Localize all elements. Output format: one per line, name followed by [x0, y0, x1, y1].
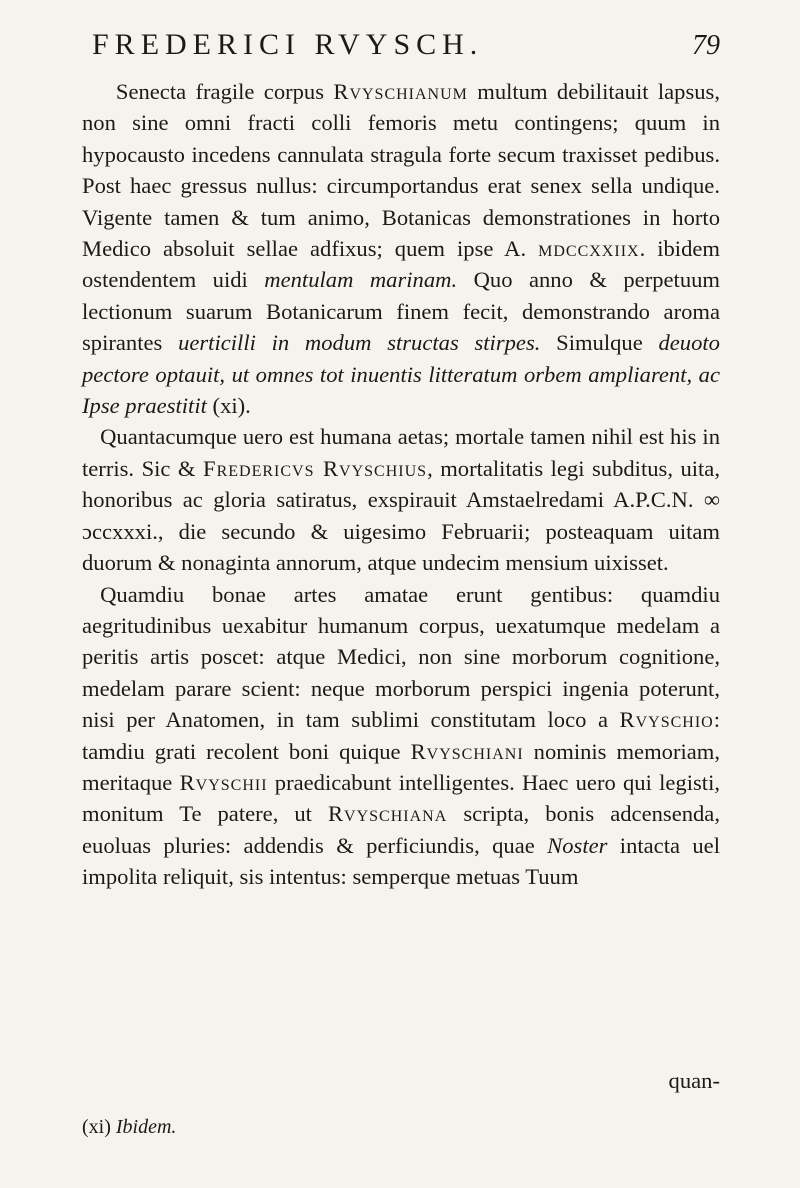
small-caps-name: Rvyschii	[179, 769, 268, 795]
small-caps-name: Fredericvs Rvyschius	[203, 455, 428, 481]
text-run: scripta, bonis adcensenda, euoluas pluries: addendis & perficiundis, quae	[82, 801, 720, 858]
small-caps-name: Rvyschiani	[410, 738, 524, 764]
small-caps-name: Rvyschiana	[327, 801, 448, 827]
text-run: Senecta fragile corpus	[115, 79, 334, 104]
text-run: praedicabunt intelligentes. Haec uero qui legisti, monitum Te patere, ut	[82, 769, 720, 827]
catchword: quan-	[668, 1068, 720, 1093]
text-run: , mortalitatis legi subditus, uita, honoribus ac gloria satiratus, exspirauit Amstaelredami A.P.C.N. ∞ ɔccxxxi., die secundo & uigesimo Februarii; posteaquam uitam duorum & nonaginta annorum, atque undecim mensium uixisset.	[82, 455, 720, 576]
footnote	[82, 1116, 176, 1139]
paragraph	[82, 579, 720, 893]
text-run: Quantacumque uero est humana aetas; mortale tamen nihil est his in terris. Sic &	[82, 424, 720, 481]
italic-phrase: mentulam marinam.	[264, 267, 458, 293]
text-run: Simulque	[540, 330, 659, 356]
text-run: : tamdiu grati recolent boni quique	[82, 707, 720, 764]
text-run: Quamdiu bonae artes amatae erunt gentibus: quamdiu aegritudinibus uexabitur humanum corpus, uexatumque medelam a peritis artis poscet: atque Medici, non sine morborum cognitione, medelam parare scient: neque morborum perspici ingenia poterunt, nisi per Anatomen, in tam sublimi constitutam loco a	[82, 581, 720, 733]
small-caps-name: mdccxxiix	[538, 236, 640, 262]
running-head	[92, 28, 720, 62]
footnote-mark: (xi)	[82, 1116, 111, 1138]
italic-phrase: deuoto pectore optauit, ut omnes tot inuentis litteratum orbem ampliarent, ac Ipse praestitit	[82, 330, 720, 419]
paragraph	[82, 76, 720, 421]
text-run: . ibidem ostendentem uidi	[82, 236, 720, 293]
paragraph	[82, 421, 720, 578]
text-run: Quo anno & perpetuum lectionum suarum Botanicarum finem fecit, demonstrando aroma spirantes	[82, 267, 721, 356]
page-number: 79	[692, 30, 720, 61]
text-run: intacta uel impolita reliquit, sis intentus: semperque metuas Tuum	[82, 832, 720, 890]
text-run: multum debilitauit lapsus, non sine omni fracti colli femoris metu contingens; quum in hypocausto incedens cannulata stragula forte secum traxisset pedibus. Post haec gressus nullus: circumportandus erat senex sella undique. Vigente tamen & tum animo, Botanicas demonstrationes in horto Medico absoluit sellae adfixus; quem ipse A.	[82, 79, 720, 262]
footnote-text: Ibidem.	[115, 1116, 177, 1138]
small-caps-name: Rvyschio	[619, 707, 714, 733]
small-caps-name: Rvyschianum	[333, 79, 468, 104]
running-head-title: FREDERICI RVYSCH.	[92, 28, 484, 61]
italic-phrase: Noster	[547, 832, 608, 858]
text-run: nominis memoriam, meritaque	[82, 738, 720, 795]
italic-phrase: uerticilli in modum structas stirpes.	[178, 330, 541, 356]
body-text	[82, 76, 720, 893]
text-run: (xi).	[206, 393, 251, 419]
